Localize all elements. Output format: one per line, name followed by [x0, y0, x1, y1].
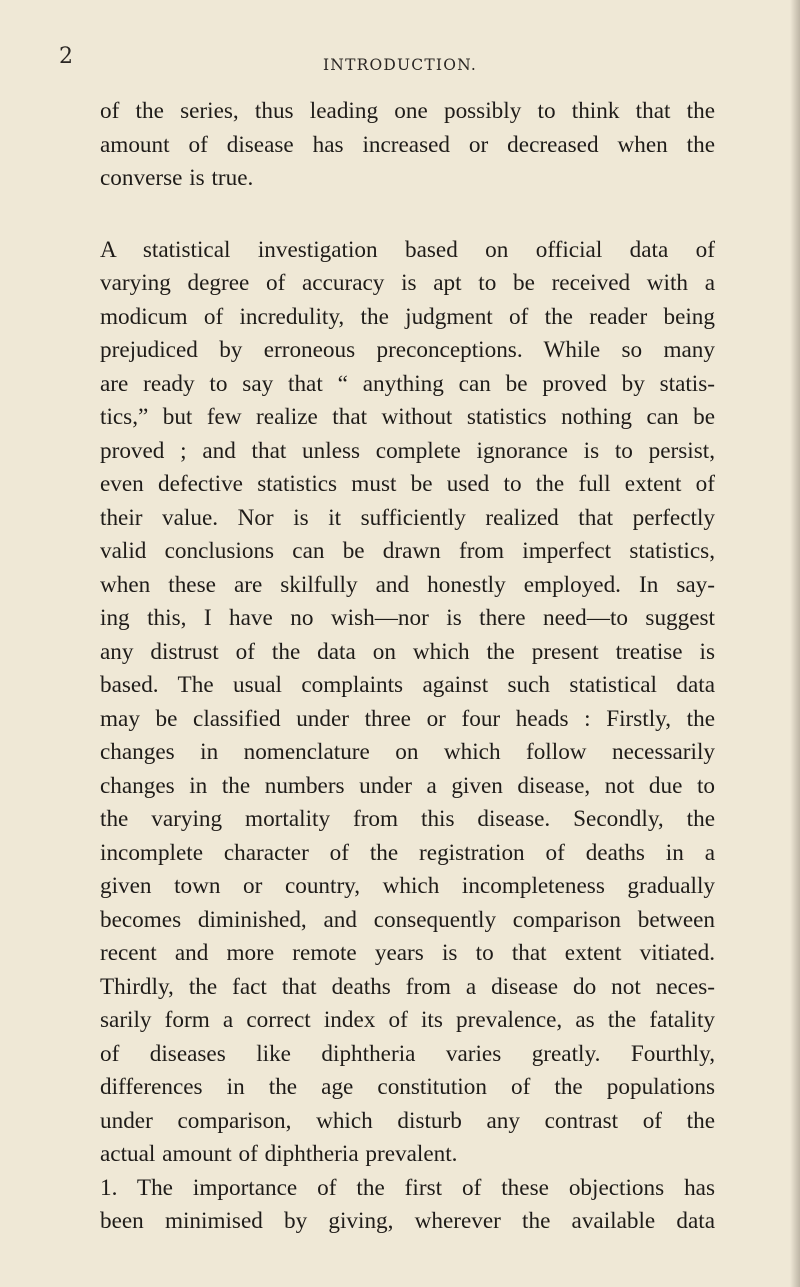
- text-line: incomplete character of the registration of deaths in a: [100, 839, 715, 866]
- text-line: differences in the age constitution of the populations: [100, 1074, 715, 1100]
- text-line: even defective statistics must be used to the full extent of: [100, 471, 715, 497]
- text-line: are ready to say that “ anything can be proved by statis-: [100, 370, 715, 397]
- body-text: [100, 95, 715, 1239]
- text-line: changes in nomenclature on which follow necessarily: [100, 739, 715, 765]
- text-line: when these are skilfully and honestly employed. In say-: [100, 571, 715, 598]
- page-edge-shadow: [790, 0, 800, 1287]
- text-line: of diseases like diphtheria varies greatly. Fourthly,: [100, 1040, 715, 1067]
- text-line: recent and more remote years is to that extent vitiated.: [100, 940, 715, 966]
- text-line: been minimised by giving, wherever the available data: [100, 1208, 715, 1234]
- text-line: 1. The importance of the first of these objections has: [100, 1174, 715, 1201]
- text-line: of the series, thus leading one possibly to think that the: [100, 98, 715, 124]
- text-line: becomes diminished, and consequently comparison between: [100, 906, 715, 933]
- text-line: their value. Nor is it sufficiently realized that perfectly: [100, 504, 715, 531]
- text-line: proved ; and that unless complete ignorance is to persist,: [100, 437, 715, 464]
- text-line: under comparison, which disturb any contrast of the: [100, 1107, 715, 1134]
- paragraph: [100, 95, 715, 196]
- paragraph: [100, 234, 715, 1172]
- text-line: modicum of incredulity, the judgment of the reader being: [100, 303, 715, 330]
- text-line: A statistical investigation based on official data of: [100, 236, 715, 263]
- paragraph: [100, 1172, 715, 1239]
- page-number: 2: [59, 44, 73, 69]
- paragraph-gap: [100, 196, 715, 234]
- text-line: varying degree of accuracy is apt to be received with a: [100, 270, 715, 296]
- text-line: actual amount of diphtheria prevalent.: [100, 1141, 458, 1167]
- text-line: given town or country, which incompleteness gradually: [100, 873, 715, 899]
- text-line: the varying mortality from this disease. Secondly, the: [100, 806, 715, 832]
- text-line: converse is true.: [100, 165, 254, 191]
- text-line: sarily form a correct index of its prevalence, as the fatality: [100, 1007, 715, 1033]
- text-line: valid conclusions can be drawn from imperfect statistics,: [100, 538, 715, 564]
- text-line: may be classified under three or four heads : Firstly, the: [100, 705, 715, 732]
- text-line: based. The usual complaints against such statistical data: [100, 672, 715, 698]
- text-line: prejudiced by erroneous preconceptions. While so many: [100, 337, 715, 363]
- text-line: Thirdly, the fact that deaths from a disease do not neces-: [100, 973, 715, 1000]
- text-line: amount of disease has increased or decreased when the: [100, 131, 715, 158]
- text-line: tics,” but few realize that without statistics nothing can be: [100, 404, 715, 430]
- text-line: ing this, I have no wish—nor is there need—to suggest: [100, 605, 715, 631]
- text-line: any distrust of the data on which the present treatise is: [100, 638, 715, 665]
- running-head: INTRODUCTION.: [322, 56, 478, 74]
- text-line: changes in the numbers under a given disease, not due to: [100, 772, 715, 799]
